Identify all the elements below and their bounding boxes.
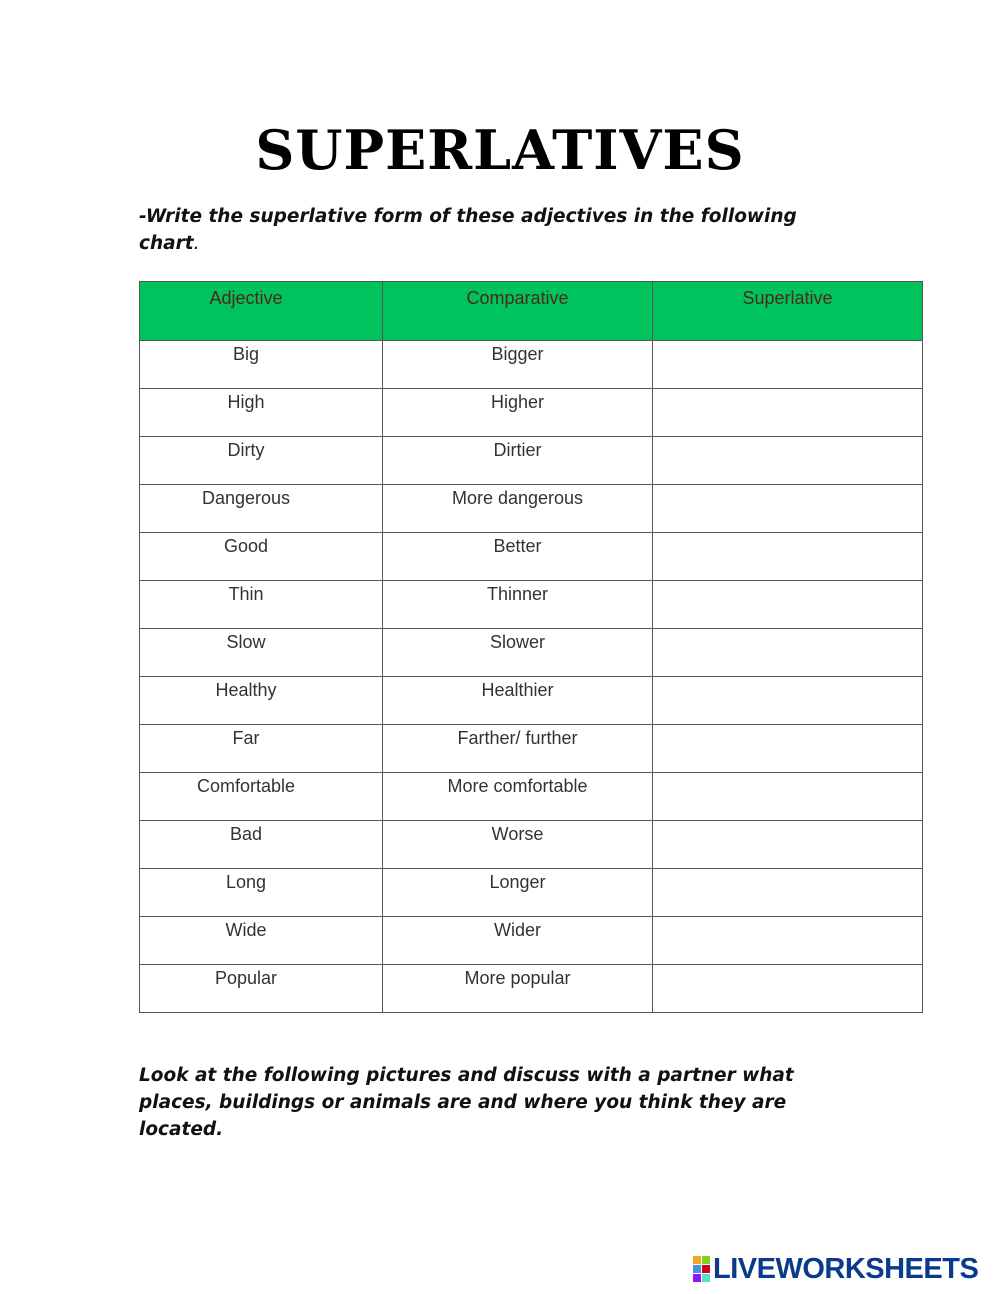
comparative-cell: Bigger <box>383 341 653 389</box>
table-row <box>140 917 923 965</box>
comparative-cell: Slower <box>383 629 653 677</box>
adjective-cell: Wide <box>140 917 383 965</box>
adjective-cell: Dangerous <box>140 485 383 533</box>
superlative-answer-cell[interactable] <box>653 533 923 581</box>
table-header-row <box>140 282 923 341</box>
adjective-cell: Good <box>140 533 383 581</box>
table-row <box>140 437 923 485</box>
superlative-answer-cell[interactable] <box>653 965 923 1013</box>
superlative-answer-cell[interactable] <box>653 677 923 725</box>
adjective-cell: Far <box>140 725 383 773</box>
comparative-cell: Worse <box>383 821 653 869</box>
comparative-cell: Wider <box>383 917 653 965</box>
adjective-cell: Slow <box>140 629 383 677</box>
adjective-cell: High <box>140 389 383 437</box>
adjective-cell: Long <box>140 869 383 917</box>
brand-block <box>693 1265 701 1273</box>
superlative-answer-cell[interactable] <box>653 773 923 821</box>
header-adjective: Adjective <box>140 282 383 341</box>
brand-name: LIVEWORKSHEETS <box>713 1252 979 1285</box>
superlative-answer-cell[interactable] <box>653 341 923 389</box>
liveworksheets-logo <box>693 1254 978 1284</box>
header-comparative: Comparative <box>383 282 653 341</box>
table-row <box>140 725 923 773</box>
adjective-cell: Healthy <box>140 677 383 725</box>
table-body <box>140 341 923 1013</box>
brand-blocks-icon <box>693 1256 710 1282</box>
superlative-answer-cell[interactable] <box>653 725 923 773</box>
comparative-cell: More popular <box>383 965 653 1013</box>
brand-block <box>702 1274 710 1282</box>
table-row <box>140 485 923 533</box>
comparative-cell: Thinner <box>383 581 653 629</box>
table-row <box>140 533 923 581</box>
superlative-answer-cell[interactable] <box>653 629 923 677</box>
superlative-answer-cell[interactable] <box>653 821 923 869</box>
superlative-answer-cell[interactable] <box>653 437 923 485</box>
table-row <box>140 965 923 1013</box>
instruction-pictures: Look at the following pictures and discuss with a partner what places, buildings or animals are and where you think they are located. <box>139 1065 794 1140</box>
table-row <box>140 821 923 869</box>
adjective-cell: Comfortable <box>140 773 383 821</box>
comparative-cell: Farther/ further <box>383 725 653 773</box>
brand-block <box>693 1274 701 1282</box>
comparative-cell: Better <box>383 533 653 581</box>
adjective-cell: Big <box>140 341 383 389</box>
instruction-chart-period: . <box>193 233 200 254</box>
comparative-cell: Healthier <box>383 677 653 725</box>
superlatives-table <box>139 281 923 1013</box>
adjective-cell: Bad <box>140 821 383 869</box>
table-row <box>140 389 923 437</box>
adjective-cell: Dirty <box>140 437 383 485</box>
instruction-chart-text: -Write the superlative form of these adjectives in the following chart <box>139 206 797 254</box>
table-row <box>140 677 923 725</box>
table-row <box>140 869 923 917</box>
table-row <box>140 581 923 629</box>
brand-block <box>702 1256 710 1264</box>
comparative-cell: More comfortable <box>383 773 653 821</box>
superlative-answer-cell[interactable] <box>653 389 923 437</box>
superlative-answer-cell[interactable] <box>653 485 923 533</box>
superlative-answer-cell[interactable] <box>653 917 923 965</box>
adjective-cell: Popular <box>140 965 383 1013</box>
comparative-cell: More dangerous <box>383 485 653 533</box>
header-superlative: Superlative <box>653 282 923 341</box>
brand-block <box>702 1265 710 1273</box>
comparative-cell: Higher <box>383 389 653 437</box>
brand-block <box>693 1256 701 1264</box>
superlative-answer-cell[interactable] <box>653 869 923 917</box>
table-row <box>140 629 923 677</box>
adjective-cell: Thin <box>140 581 383 629</box>
page-title: SUPERLATIVES <box>255 118 745 182</box>
instruction-chart <box>139 203 839 257</box>
table-row <box>140 773 923 821</box>
superlative-answer-cell[interactable] <box>653 581 923 629</box>
comparative-cell: Longer <box>383 869 653 917</box>
comparative-cell: Dirtier <box>383 437 653 485</box>
table-row <box>140 341 923 389</box>
